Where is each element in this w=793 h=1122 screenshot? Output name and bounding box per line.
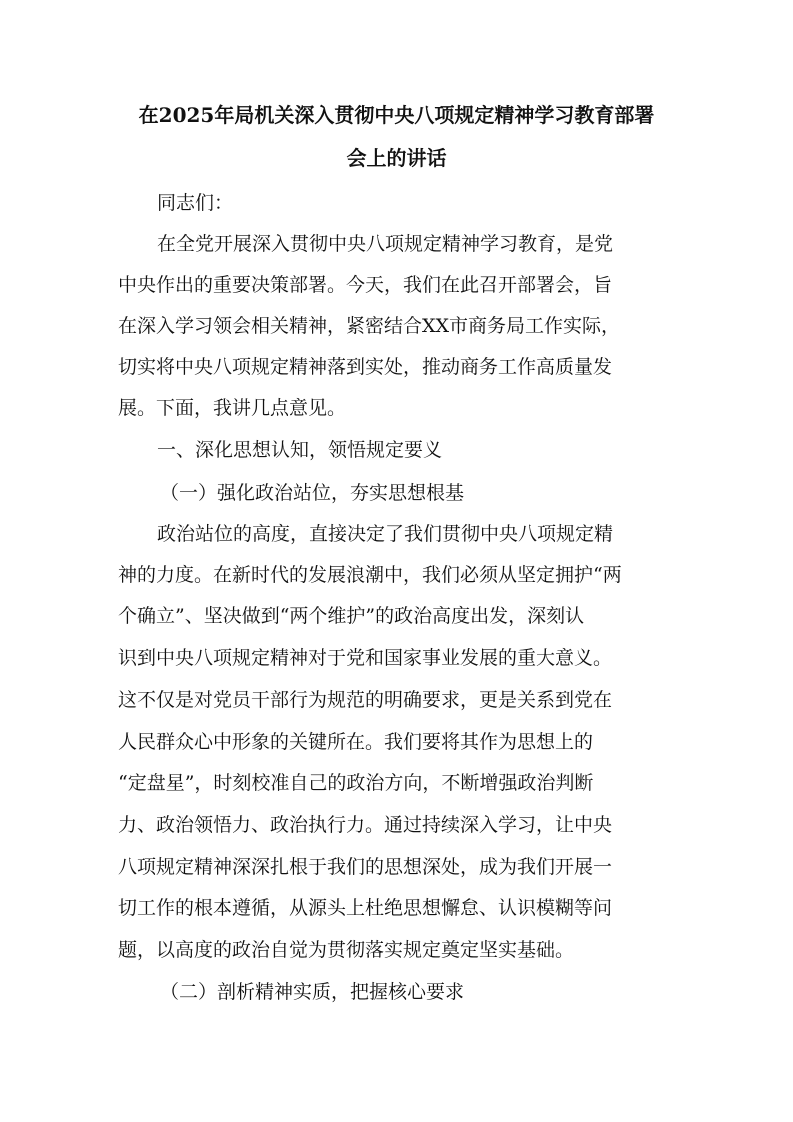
paragraph-1-line-1: 在全党开展深入贯彻中央八项规定精神学习教育，是党 [157,233,614,255]
document-title-line-1: 在2025年局机关深入贯彻中央八项规定精神学习教育部署 [138,103,655,127]
paragraph-2-line-2: 神的力度。在新时代的发展浪潮中，我们必须从坚定拥护“两 [118,564,622,586]
paragraph-2-line-7: “定盘星”，时刻校准自己的政治方向，不断增强政治判断 [118,772,594,794]
subsection-heading-2: （二）剖析精神实质，把握核心要求 [160,981,465,1003]
paragraph-2-line-10: 切工作的根本遵循，从源头上杜绝思想懈怠、认识模糊等问 [118,897,613,919]
paragraph-2-line-5: 这不仅是对党员干部行为规范的明确要求，更是关系到党在 [118,689,613,711]
document-title-line-2: 会上的讲话 [346,146,447,170]
paragraph-2-line-3: 个确立”、坚决做到“两个维护”的政治高度出发，深刻认 [118,605,585,627]
paragraph-1-line-2: 中央作出的重要决策部署。今天，我们在此召开部署会，旨 [118,274,613,296]
salutation: 同志们： [157,192,234,214]
section-heading-1: 一、深化思想认知，领悟规定要义 [157,439,443,461]
paragraph-2-line-9: 八项规定精神深深扎根于我们的思想深处，成为我们开展一 [118,856,613,878]
paragraph-2-line-8: 力、政治领悟力、政治执行力。通过持续深入学习，让中央 [118,814,613,836]
paragraph-2-line-11: 题，以高度的政治自觉为贯彻落实规定奠定坚实基础。 [118,939,575,961]
paragraph-2-line-6: 人民群众心中形象的关键所在。我们要将其作为思想上的 [118,731,594,753]
subsection-heading-1: （一）强化政治站位，夯实思想根基 [160,482,465,504]
paragraph-2-line-1: 政治站位的高度，直接决定了我们贯彻中央八项规定精 [157,523,614,545]
paragraph-1-line-5: 展。下面，我讲几点意见。 [118,397,347,419]
paragraph-1-line-3: 在深入学习领会相关精神，紧密结合XX市商务局工作实际， [118,315,621,337]
paragraph-2-line-4: 识到中央八项规定精神对于党和国家事业发展的重大意义。 [118,647,613,669]
paragraph-1-line-4: 切实将中央八项规定精神落到实处，推动商务工作高质量发 [118,356,613,378]
